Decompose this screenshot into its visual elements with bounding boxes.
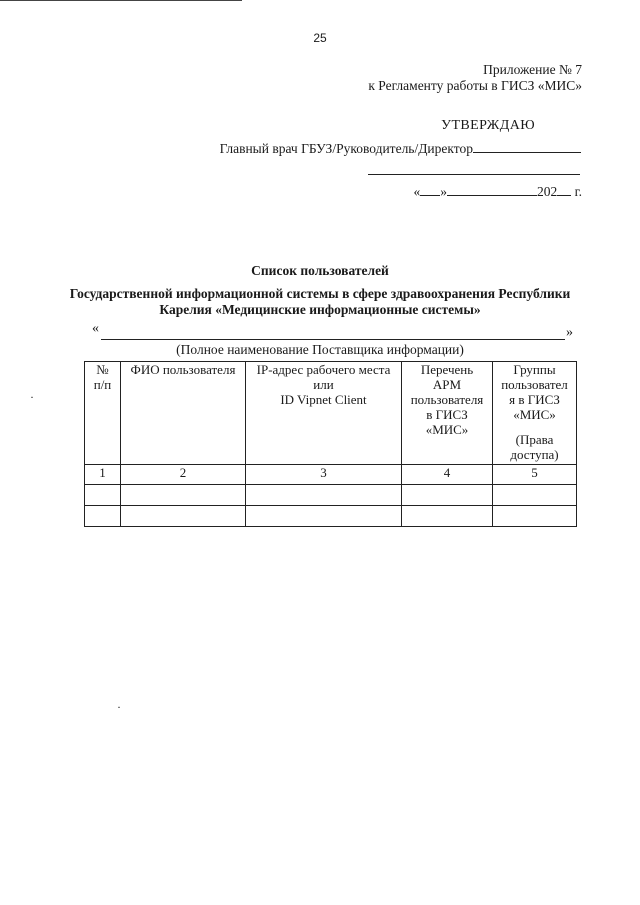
column-number-3: 3 <box>246 465 402 485</box>
column-number-4: 4 <box>402 465 493 485</box>
supplier-name-blank <box>101 339 565 340</box>
top-rule <box>0 0 242 1</box>
column-number-5: 5 <box>493 465 577 485</box>
header-cell-groups: Группы пользовател я в ГИСЗ «МИС» (Права доступа) <box>493 362 577 465</box>
approval-date-line <box>413 183 582 200</box>
table-header-row <box>85 362 577 465</box>
signature-blank <box>473 140 581 153</box>
appendix-line-1: Приложение № 7 <box>483 62 582 77</box>
month-blank <box>447 183 537 196</box>
document-subtitle-line-2: Карелия «Медицинские информационные системы» <box>159 302 481 317</box>
appendix-line-2: к Регламенту работы в ГИСЗ «МИС» <box>368 78 582 93</box>
header-cell-fio: ФИО пользователя <box>121 362 246 465</box>
signatory-label: Главный врач ГБУЗ/Руководитель/Директор <box>219 141 473 156</box>
supplier-quote-close: » <box>566 325 573 340</box>
document-title: Список пользователей <box>251 263 389 278</box>
year-prefix: 202 <box>536 184 558 199</box>
approval-heading: УТВЕРЖДАЮ <box>441 118 535 133</box>
supplier-caption: (Полное наименование Поставщика информации) <box>176 342 464 357</box>
signatory-line <box>220 140 581 157</box>
year-blank <box>557 183 571 196</box>
table-row <box>85 485 577 506</box>
table-row <box>85 506 577 527</box>
header-cell-arm: Перечень АРМ пользователя в ГИСЗ «МИС» <box>402 362 493 465</box>
header-cell-ip: IP-адрес рабочего места или ID Vipnet Client <box>246 362 402 465</box>
date-quote-close: » <box>440 184 447 199</box>
document-subtitle-line-1: Государственной информационной системы в сфере здравоохранения Республики <box>69 286 571 301</box>
users-table <box>84 361 577 527</box>
scan-speck: · <box>30 390 34 404</box>
column-number-1: 1 <box>85 465 121 485</box>
column-number-row <box>85 465 577 485</box>
name-blank-line <box>368 174 580 175</box>
page-number: 25 <box>313 31 327 45</box>
date-quote-open: « <box>413 184 421 199</box>
year-suffix: г. <box>574 184 582 199</box>
scan-speck: · <box>117 700 121 714</box>
day-blank <box>420 183 440 196</box>
supplier-quote-open: « <box>92 321 99 336</box>
header-cell-number: № п/п <box>85 362 121 465</box>
column-number-2: 2 <box>121 465 246 485</box>
